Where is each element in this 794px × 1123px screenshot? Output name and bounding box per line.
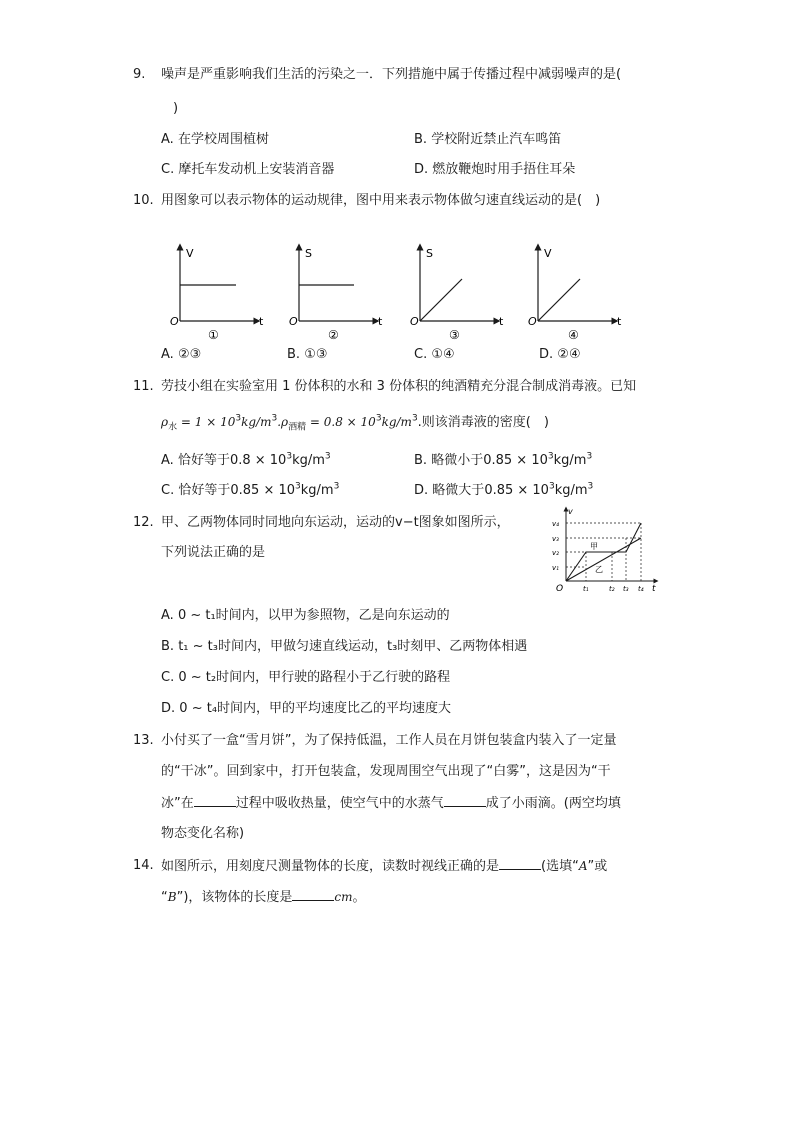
question-number: 9.	[133, 67, 146, 82]
question-stem: 劳技小组在实验室用 1 份体积的水和 3 份体积的纯酒精充分混合制成消毒液。已知	[161, 379, 637, 394]
answer-blank-2[interactable]	[444, 794, 486, 807]
graph-origin: O	[410, 315, 419, 328]
option-a[interactable]: A. 在学校周围植树	[161, 132, 269, 147]
graph-2	[289, 247, 383, 342]
graph-1	[170, 247, 264, 342]
graph-caption: ②	[328, 328, 339, 342]
graph-caption: ④	[568, 328, 579, 342]
option-a[interactable]: A. 恰好等于$0.8 \times 10^3kg/m^3$	[161, 451, 331, 468]
series-yi	[566, 538, 641, 581]
graph-caption: ①	[208, 328, 219, 342]
option-d[interactable]: D. 燃放鞭炮时用手捂住耳朵	[414, 162, 576, 177]
question-number: 10.	[133, 193, 154, 208]
vt-graph	[546, 506, 666, 596]
axis-ylabel: v	[568, 507, 573, 516]
option-b[interactable]: B. 学校附近禁止汽车鸣笛	[414, 132, 562, 147]
graph-xlabel: t	[499, 315, 504, 328]
graph-ylabel: V	[186, 247, 194, 260]
option-a[interactable]: A. 0 ~ t₁时间内，以甲为参照物，乙是向东运动的	[161, 608, 450, 623]
ytick-v4: v₄	[552, 520, 559, 528]
option-d[interactable]: D. ②④	[539, 347, 581, 362]
graph-4	[528, 247, 622, 342]
answer-blank-1[interactable]	[499, 857, 541, 870]
graph-xlabel: t	[617, 315, 622, 328]
option-d[interactable]: D. 0 ~ t₄时间内，甲的平均速度比乙的平均速度大	[161, 701, 452, 716]
question-stem: 噪声是严重影响我们生活的污染之一．下列措施中属于传播过程中减弱噪声的是(	[161, 67, 622, 82]
question-line-2: 的“干冰”。回到家中，打开包装盒，发现周围空气出现了“白雾”，这是因为“干	[161, 764, 611, 779]
graph-xlabel: t	[259, 315, 264, 328]
option-b[interactable]: B. 略微小于$0.85 \times 10^3kg/m^3$	[414, 451, 593, 468]
xtick-t1: t₁	[583, 585, 589, 593]
graph-ylabel: V	[544, 247, 552, 260]
answer-blank-2[interactable]	[292, 888, 334, 901]
question-stem-end: )	[173, 101, 179, 116]
question-stem-line2: 下列说法正确的是	[161, 545, 266, 560]
xtick-t2: t₂	[609, 585, 615, 593]
xtick-t3: t₃	[623, 585, 629, 593]
question-line-2: “B”)，该物体的长度是 cm。	[161, 890, 366, 905]
question-line-3: 冰”在 过程中吸收热量，使空气中的水蒸气 成了小雨滴。(两空均填	[161, 796, 621, 811]
question-number: 12.	[133, 515, 154, 530]
option-c[interactable]: C. 0 ~ t₂时间内，甲行驶的路程小于乙行驶的路程	[161, 670, 451, 685]
label-yi: 乙	[595, 565, 603, 574]
graph-origin: O	[289, 315, 298, 328]
graph-3	[410, 247, 504, 342]
graph-caption: ③	[449, 328, 460, 342]
series-jia	[566, 523, 641, 581]
axis-origin: O	[556, 584, 564, 594]
option-d[interactable]: D. 略微大于$0.85 \times 10^3kg/m^3$	[414, 481, 594, 498]
axis-xlabel: t	[652, 584, 656, 594]
graph-ylabel: S	[305, 247, 312, 260]
ytick-v1: v₁	[552, 564, 559, 572]
option-b[interactable]: B. ①③	[287, 347, 328, 362]
option-b[interactable]: B. t₁ ~ t₃时间内，甲做匀速直线运动，t₃时刻甲、乙两物体相遇	[161, 639, 528, 654]
answer-blank-1[interactable]	[194, 794, 236, 807]
question-stem-line1: 甲、乙两物体同时同地向东运动，运动的v−t图象如图所示，	[161, 515, 510, 530]
ytick-v2: v₂	[552, 549, 559, 557]
graph-xlabel: t	[378, 315, 383, 328]
xtick-t4: t₄	[638, 585, 644, 593]
ytick-v3: v₃	[552, 535, 559, 543]
question-stem: 用图象可以表示物体的运动规律，图中用来表示物体做匀速直线运动的是( )	[161, 193, 601, 208]
option-c[interactable]: C. 恰好等于$0.85 \times 10^3kg/m^3$	[161, 481, 340, 498]
question-number: 13.	[133, 733, 154, 748]
motion-graphs	[0, 235, 794, 365]
question-line-1: 如图所示，用刻度尺测量物体的长度，读数时视线正确的是 (选填“A”或	[161, 859, 608, 874]
graph-origin: O	[528, 315, 537, 328]
option-c[interactable]: C. ①④	[414, 347, 455, 362]
graph-origin: O	[170, 315, 179, 328]
question-line-4: 物态变化名称)	[161, 826, 245, 841]
graph-ylabel: S	[426, 247, 433, 260]
label-jia: 甲	[590, 542, 598, 551]
density-formula: $\rho_水 = 1 \times 10^3kg/m^3.\rho_{酒精} = 0.8 \times 10^3kg/m^3$.则该消毒液的密度( )	[161, 413, 549, 433]
option-c[interactable]: C. 摩托车发动机上安装消音器	[161, 162, 335, 177]
option-a[interactable]: A. ②③	[161, 347, 202, 362]
question-number: 11.	[133, 379, 154, 394]
question-line-1: 小付买了一盒“雪月饼”，为了保持低温，工作人员在月饼包装盒内装入了一定量	[161, 733, 617, 748]
question-number: 14.	[133, 858, 154, 873]
